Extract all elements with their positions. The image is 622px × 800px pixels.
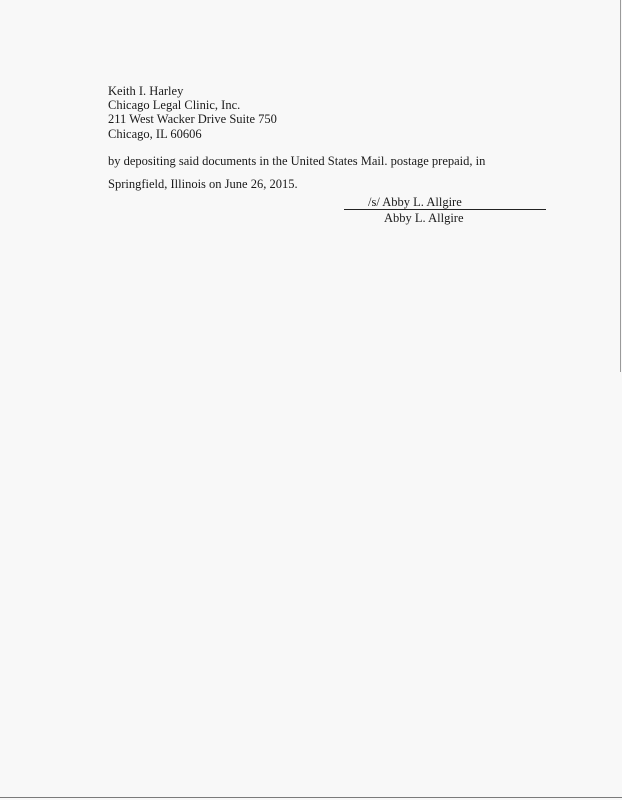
service-statement-line-2: Springfield, Illinois on June 26, 2015. (108, 177, 298, 191)
recipient-street: 211 West Wacker Drive Suite 750 (108, 112, 277, 127)
recipient-address (108, 84, 277, 141)
recipient-name: Keith I. Harley (108, 84, 184, 98)
signature-block (344, 195, 546, 226)
electronic-signature: /s/ Abby L. Allgire (368, 195, 462, 209)
signature-line (344, 195, 546, 210)
signer-printed-name: Abby L. Allgire (384, 211, 464, 225)
recipient-city: Chicago, IL 60606 (108, 126, 202, 141)
page-edge-line (620, 0, 621, 372)
service-statement-line-1: by depositing said documents in the United States Mail. postage prepaid, in (108, 154, 486, 168)
recipient-organization: Chicago Legal Clinic, Inc. (108, 98, 241, 113)
page-bottom-line (0, 797, 622, 798)
